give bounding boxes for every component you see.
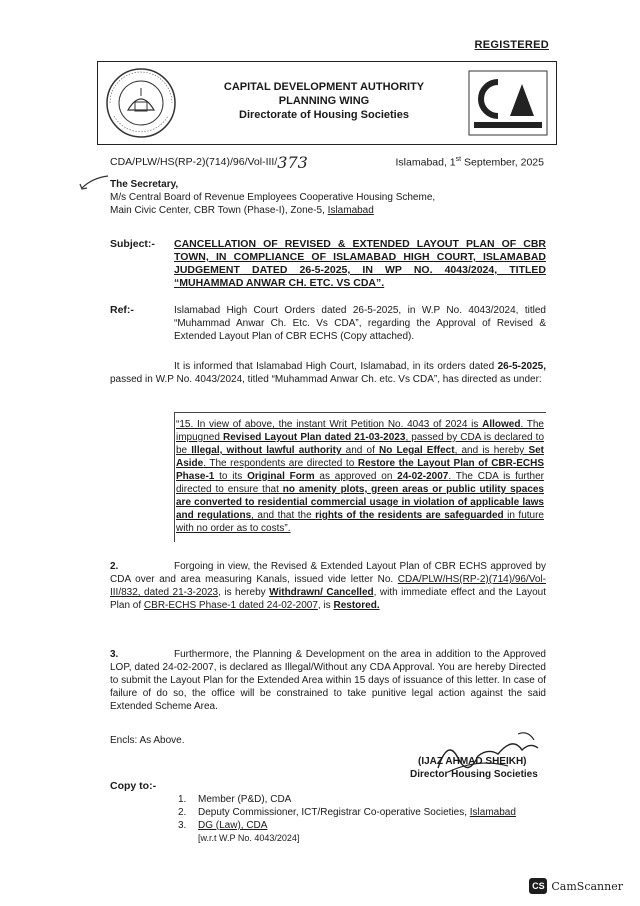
reference-number bbox=[110, 153, 308, 172]
letter-date: Islamabad, 1st September, 2025 bbox=[395, 156, 544, 169]
list-item-note: [w.r.t W.P No. 4043/2024] bbox=[198, 833, 300, 843]
camscanner-label: CamScanner bbox=[551, 879, 623, 893]
letterhead bbox=[97, 61, 557, 145]
signatory-name: (IJAZ AHMAD SHEIKH) bbox=[418, 756, 527, 767]
paragraph-3: 3. Furthermore, the Planning & Development on the area in addition to the Approved LOP, dated 24-02-2007, is declared as Illegal/Without any CDA Approval. You are hereby Directed to submit the Layout Plan for the Extended Area within 15 days of issuance of this letter. In case of failure of do so, the office will be constrained to take punitive legal action against the said Extended Scheme Area. bbox=[110, 649, 546, 712]
paragraph-2: 2. Forgoing in view, the Revised & Extended Layout Plan of CBR ECHS approved by CDA over and area measuring Kanals, issued vide letter No. CDA/PLW/HS(RP-2)(714)/96/Vol-III/832, dated 21-3-2023, is hereby Withdrawn/ Cancelled, with immediate effect and the Layout Plan of CBR-ECHS Phase-1 dated 24-02-2007, is Restored. bbox=[110, 561, 546, 611]
signatory-title: Director Housing Societies bbox=[410, 769, 538, 780]
list-item: 3. DG (Law), CDA bbox=[178, 820, 268, 831]
registered-label: REGISTERED bbox=[474, 39, 549, 51]
enclosures: Encls: As Above. bbox=[110, 735, 185, 746]
addressee-line1: M/s Central Board of Revenue Employees Cooperative Housing Scheme, bbox=[110, 192, 436, 203]
letterhead-title bbox=[188, 80, 460, 122]
addressee-block bbox=[110, 178, 530, 217]
list-item: 2. Deputy Commissioner, ICT/Registrar Co-operative Societies, Islamabad bbox=[178, 807, 516, 818]
cda-logo-icon bbox=[468, 70, 548, 136]
cda-seal-icon bbox=[104, 66, 178, 140]
hand-drawn-arrow-icon bbox=[76, 172, 110, 194]
org-name: CAPITAL DEVELOPMENT AUTHORITY bbox=[223, 81, 425, 93]
ref-label: Ref:- bbox=[110, 304, 134, 316]
directorate-name: Directorate of Housing Societies bbox=[239, 109, 409, 121]
wing-name: PLANNING WING bbox=[278, 95, 370, 107]
copy-to-label: Copy to:- bbox=[110, 780, 157, 792]
reference-number-text: CDA/PLW/HS(RP-2)(714)/96/Vol-III/ bbox=[110, 156, 278, 168]
copy-to-list bbox=[178, 793, 558, 845]
camscanner-watermark bbox=[529, 878, 623, 894]
ref-text: Islamabad High Court Orders dated 26-5-2025, in W.P No. 4043/2024, titled “Muhammad Anwar Ch. Etc. Vs CDA”, regarding the Approval of Revised & Extended Layout Plan of CBR ECHS (Copy attached). bbox=[174, 305, 546, 342]
reference-number-handwritten: 373 bbox=[277, 153, 308, 172]
court-order-quote: “15. In view of above, the instant Writ Petition No. 4043 of 2024 is Allowed. The impugned Revised Layout Plan dated 21-03-2023, passed by CDA is declared to be Illegal, without lawful authority and of No Legal Effect, and is hereby Set Aside. The respondents are directed to Restore the Layout Plan of CBR-ECHS Phase-1 to its Original Form as approved on 24-02-2007. The CDA is further directed to ensure that no amenity plots, green areas or public utility spaces are converted to residential commercial usage in violation of applicable laws and regulations, and that the rights of the residents are safeguarded in future with no order as to costs”. bbox=[176, 419, 545, 534]
addressee-line2: Main Civic Center, CBR Town (Phase-I), Zone-5, Islamabad bbox=[110, 205, 374, 216]
subject-label: Subject:- bbox=[110, 238, 155, 250]
subject-text: CANCELLATION OF REVISED & EXTENDED LAYOUT PLAN OF CBR TOWN, IN COMPLIANCE OF ISLAMABAD HIGH COURT, ISLAMABAD JUDGEMENT DATED 26-5-2025, IN WP NO. 4043/2024, TITLED “MUHAMMAD ANWAR CH. ETC. VS CDA”. bbox=[174, 238, 546, 289]
camscanner-icon: CS bbox=[529, 878, 547, 894]
list-item: 1. Member (P&D), CDA bbox=[178, 794, 292, 805]
addressee-title: The Secretary, bbox=[110, 179, 179, 190]
paragraph-1: It is informed that Islamabad High Court, Islamabad, in its orders dated 26-5-2025, passed in W.P No. 4043/2024, titled “Muhammad Anwar Ch. etc. Vs CDA”, has directed as under: bbox=[110, 361, 546, 385]
